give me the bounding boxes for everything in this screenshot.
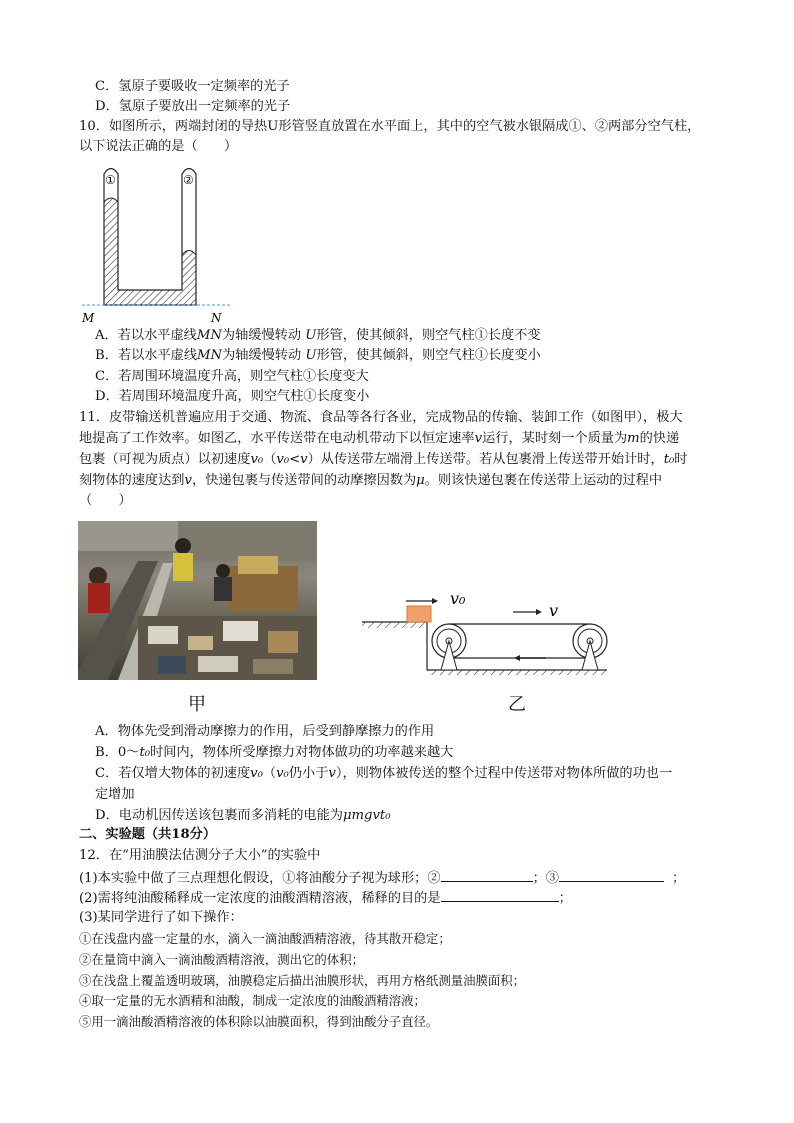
q10-option-b: B．若以水平虚线MN为轴缓慢转动 U形管，使其倾斜，则空气柱①长度变小 bbox=[95, 348, 541, 363]
q11-option-d: D．电动机因传送该包裹而多消耗的电能为μmgvt₀ bbox=[95, 808, 391, 823]
q12-step-4: ④取一定量的无水酒精和油酸，制成一定浓度的油酸酒精溶液； bbox=[79, 993, 426, 1008]
q11-stem-line1: 11．皮带输送机普遍应用于交通、物流、食品等各行各业，完成物品的传输、装卸工作（如图甲），极大 bbox=[79, 410, 683, 425]
q11-stem-line3: 包裹（可视为质点）以初速度v₀（v₀<v）从传送带左端滑上传送带。若从包裹滑上传送带开始计时，t₀时 bbox=[79, 452, 688, 467]
warehouse-photo bbox=[78, 521, 317, 680]
package-block bbox=[407, 606, 431, 622]
q9-option-c: C．氢原子要吸收一定频率的光子 bbox=[95, 79, 290, 94]
q12-part1: (1)本实验中做了三点理想化假设，①将油酸分子视为球形；② ；③ ； bbox=[79, 867, 685, 889]
conveyor-figure bbox=[360, 585, 620, 680]
answer-blank-3[interactable] bbox=[559, 867, 664, 882]
q10-stem-line1: 10．如图所示，两端封闭的导热U形管竖直放置在水平面上，其中的空气被水银隔成①、②两部分空气柱， bbox=[79, 119, 701, 134]
q11-stem-line5: （ ） bbox=[79, 493, 132, 508]
label-v: v bbox=[549, 601, 559, 620]
label-n: N bbox=[211, 311, 222, 325]
q12-step-5: ⑤用一滴油酸酒精溶液的体积除以油膜面积，得到油酸分子直径。 bbox=[79, 1014, 439, 1029]
q11-stem-line2: 地提高了工作效率。如图乙，水平传送带在电动机带动下以恒定速率v运行，某时刻一个质量为m的快递 bbox=[79, 431, 680, 446]
q11-option-c-cont: 定增加 bbox=[95, 787, 135, 802]
air-column-1-label: ① bbox=[105, 173, 116, 187]
air-column-2-label: ② bbox=[183, 173, 194, 187]
q11-option-c: C．若仅增大物体的初速度v₀（v₀仍小于v），则物体被传送的整个过程中传送带对物体所做的功也一 bbox=[95, 766, 673, 781]
caption-jia: 甲 bbox=[188, 694, 206, 715]
q11-option-a: A．物体先受到滑动摩擦力的作用，后受到静摩擦力的作用 bbox=[95, 724, 435, 739]
q12-step-1: ①在浅盘内盛一定量的水，滴入一滴油酸酒精溶液，待其散开稳定； bbox=[79, 931, 451, 946]
caption-yi: 乙 bbox=[508, 694, 526, 715]
q10-option-a: A．若以水平虚线MN为轴缓慢转动 U形管，使其倾斜，则空气柱①长度不变 bbox=[95, 328, 541, 343]
section-2-heading: 二、实验题（共18分） bbox=[79, 827, 217, 842]
q12-step-3: ③在浅盘上覆盖透明玻璃，油膜稳定后描出油膜形状，再用方格纸测量油膜面积； bbox=[79, 973, 526, 988]
q12-part3: (3)某同学进行了如下操作： bbox=[79, 910, 243, 925]
u-tube-figure bbox=[80, 160, 240, 325]
q12-part2: (2)需将纯油酸稀释成一定浓度的油酸酒精溶液，稀释的目的是 ； bbox=[79, 887, 572, 909]
q10-option-d: D．若周围环境温度升高，则空气柱①长度变小 bbox=[95, 389, 370, 404]
q12-stem: 12．在“用油膜法估测分子大小”的实验中 bbox=[79, 848, 321, 863]
q11-option-b: B．0～t₀时间内，物体所受摩擦力对物体做功的功率越来越大 bbox=[95, 745, 454, 760]
q10-option-c: C．若周围环境温度升高，则空气柱①长度变大 bbox=[95, 369, 369, 384]
q9-option-d: D．氢原子要放出一定频率的光子 bbox=[95, 99, 291, 114]
label-m: M bbox=[82, 311, 95, 325]
answer-blank-2[interactable] bbox=[441, 867, 533, 882]
q12-step-2: ②在量筒中滴入一滴油酸酒精溶液，测出它的体积； bbox=[79, 952, 364, 967]
q10-stem-line2: 以下说法正确的是（ ） bbox=[79, 139, 238, 154]
answer-blank-purpose[interactable] bbox=[441, 887, 559, 902]
q11-stem-line4: 刻物体的速度达到v，快递包裹与传送带间的动摩擦因数为μ。则该快递包裹在传送带上运动的过程中 bbox=[79, 473, 663, 488]
label-v0: v₀ bbox=[450, 589, 466, 608]
